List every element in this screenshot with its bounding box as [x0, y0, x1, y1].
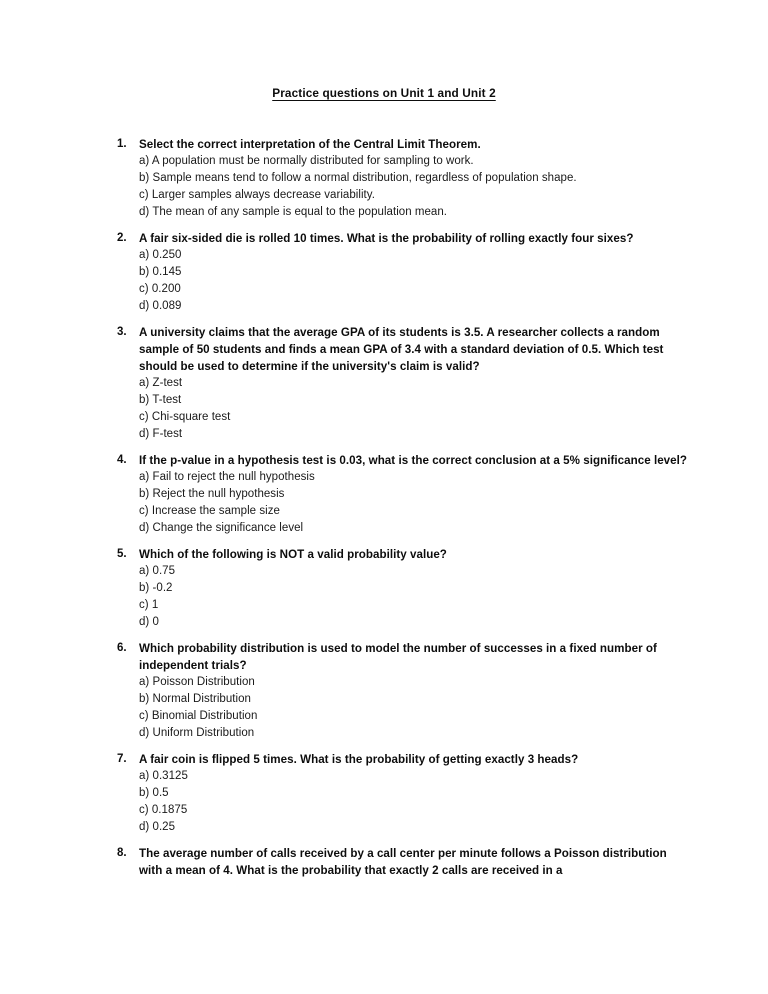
answer-option[interactable]: c) Larger samples always decrease variability. [139, 189, 375, 201]
answer-option[interactable]: b) 0.5 [139, 787, 169, 799]
answer-option[interactable]: d) Change the significance level [139, 522, 304, 534]
question-body [139, 230, 692, 315]
answer-option-list [139, 674, 692, 742]
answer-option[interactable]: b) 0.145 [139, 266, 182, 278]
question-block [117, 845, 692, 879]
answer-option[interactable]: c) 0.200 [139, 283, 181, 295]
answer-option[interactable]: b) Sample means tend to follow a normal distribution, regardless of population shape. [139, 172, 577, 184]
question-stem: A fair coin is flipped 5 times. What is the probability of getting exactly 3 heads? [139, 753, 579, 766]
answer-option[interactable]: d) The mean of any sample is equal to the population mean. [139, 206, 448, 218]
answer-option-list [139, 563, 692, 631]
question-number: 8. [117, 847, 127, 859]
question-block [117, 751, 692, 836]
question-body [139, 452, 692, 537]
answer-option[interactable]: c) Binomial Distribution [139, 710, 258, 722]
answer-option-list [139, 469, 692, 537]
question-stem: If the p-value in a hypothesis test is 0.03, what is the correct conclusion at a 5% significance level? [139, 454, 688, 467]
question-block [117, 452, 692, 537]
question-body [139, 324, 692, 443]
question-block [117, 640, 692, 742]
question-stem: Which of the following is NOT a valid probability value? [139, 548, 447, 561]
answer-option[interactable]: c) Increase the sample size [139, 505, 280, 517]
question-stem: Which probability distribution is used to model the number of successes in a fixed number of independent trials? [139, 642, 657, 672]
document-title-container [0, 84, 768, 102]
answer-option[interactable]: c) 1 [139, 599, 159, 611]
question-row [117, 324, 692, 443]
question-stem: The average number of calls received by a call center per minute follows a Poisson distribution with a mean of 4. What is the probability that exactly 2 calls are received in a [139, 847, 667, 877]
question-number: 6. [117, 642, 127, 654]
question-number: 5. [117, 548, 127, 560]
answer-option[interactable]: a) A population must be normally distributed for sampling to work. [139, 155, 474, 167]
question-row [117, 230, 692, 315]
question-list [117, 136, 692, 879]
answer-option[interactable]: a) 0.250 [139, 249, 182, 261]
answer-option-list [139, 247, 692, 315]
answer-option[interactable]: d) Uniform Distribution [139, 727, 255, 739]
answer-option[interactable]: d) 0.25 [139, 821, 176, 833]
question-block [117, 546, 692, 631]
answer-option-list [139, 375, 692, 443]
answer-option[interactable]: b) Normal Distribution [139, 693, 251, 705]
question-row [117, 845, 692, 879]
answer-option[interactable]: d) 0 [139, 616, 159, 628]
question-number: 2. [117, 232, 127, 244]
question-stem: A university claims that the average GPA of its students is 3.5. A researcher collects a random sample of 50 students and finds a mean GPA of 3.4 with a standard deviation of 0.5. Which test should be used to determine if the university's claim is valid? [139, 326, 664, 373]
answer-option[interactable]: d) 0.089 [139, 300, 182, 312]
answer-option[interactable]: a) Poisson Distribution [139, 676, 255, 688]
answer-option[interactable]: a) 0.3125 [139, 770, 188, 782]
question-number: 4. [117, 454, 127, 466]
page-title: Practice questions on Unit 1 and Unit 2 [272, 86, 496, 100]
question-number: 1. [117, 138, 127, 150]
question-body [139, 546, 692, 631]
answer-option[interactable]: b) -0.2 [139, 582, 173, 594]
question-number: 7. [117, 753, 127, 765]
answer-option[interactable]: c) Chi-square test [139, 411, 231, 423]
question-row [117, 640, 692, 742]
answer-option[interactable]: a) Z-test [139, 377, 183, 389]
question-block [117, 324, 692, 443]
answer-option-list [139, 153, 692, 221]
question-body [139, 751, 692, 836]
question-row [117, 751, 692, 836]
question-row [117, 452, 692, 537]
question-body [139, 845, 692, 879]
question-body [139, 136, 692, 221]
question-row [117, 546, 692, 631]
answer-option[interactable]: d) F-test [139, 428, 183, 440]
question-block [117, 230, 692, 315]
answer-option[interactable]: a) 0.75 [139, 565, 176, 577]
answer-option-list [139, 768, 692, 836]
question-number: 3. [117, 326, 127, 338]
answer-option[interactable]: b) T-test [139, 394, 182, 406]
question-row [117, 136, 692, 221]
answer-option[interactable]: a) Fail to reject the null hypothesis [139, 471, 315, 483]
question-block [117, 136, 692, 221]
question-body [139, 640, 692, 742]
answer-option[interactable]: c) 0.1875 [139, 804, 188, 816]
answer-option[interactable]: b) Reject the null hypothesis [139, 488, 285, 500]
question-stem: Select the correct interpretation of the Central Limit Theorem. [139, 138, 481, 151]
question-stem: A fair six-sided die is rolled 10 times. What is the probability of rolling exactly four sixes? [139, 232, 634, 245]
